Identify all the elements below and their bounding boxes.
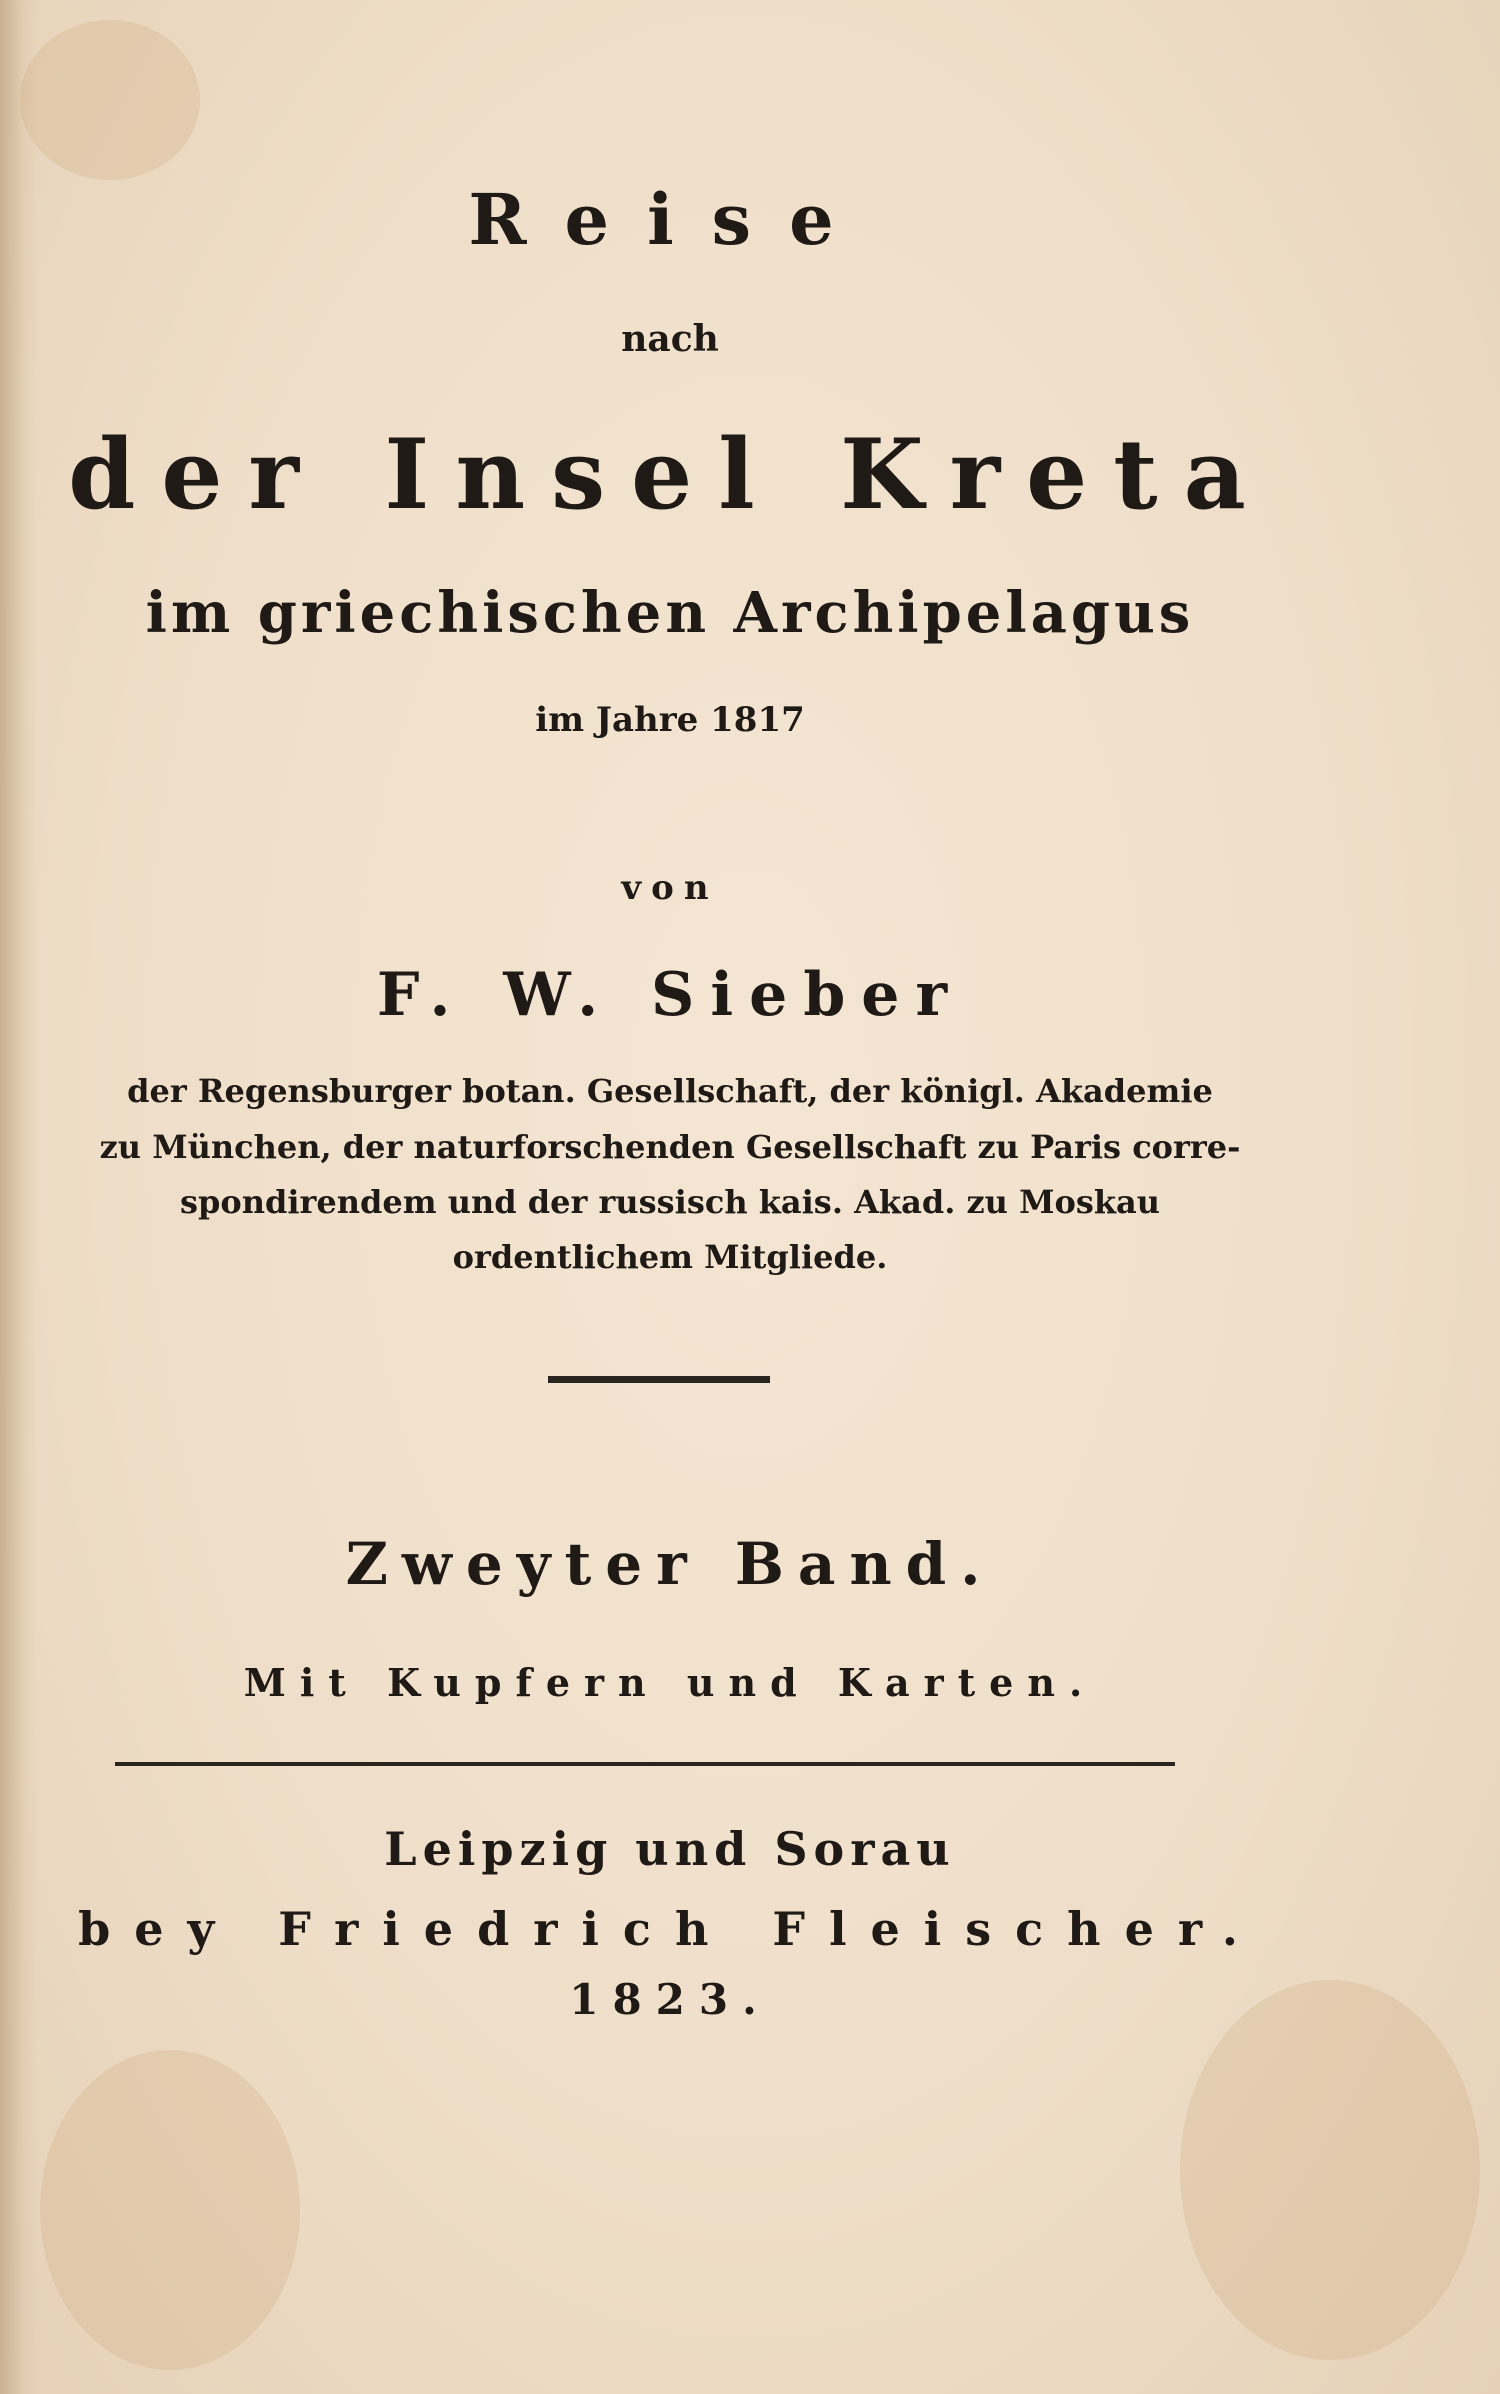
- affiliation-line-1: der Regensburger botan. Gesellschaft, der königl. Akademie: [127, 1072, 1213, 1110]
- title-insel-kreta: der Insel Kreta: [68, 418, 1272, 531]
- author-name: F. W. Sieber: [376, 960, 964, 1030]
- affiliation-line-3: spondirendem und der russisch kais. Akad. zu Moskau: [179, 1183, 1161, 1221]
- affiliation-line-2: zu München, der naturforschenden Gesellschaft zu Paris corre-: [99, 1128, 1241, 1166]
- by-label: von: [621, 868, 719, 908]
- imprint-publisher: bey Friedrich Fleischer.: [78, 1902, 1262, 1956]
- paper-stain: [20, 20, 200, 180]
- title-nach: nach: [621, 318, 719, 360]
- paper-stain: [40, 2050, 300, 2370]
- volume-label: Zweyter Band.: [345, 1530, 995, 1598]
- short-divider-rule: [548, 1376, 770, 1383]
- subtitle-archipelagus: im griechischen Archipelagus: [145, 580, 1195, 646]
- imprint-place: Leipzig und Sorau: [384, 1822, 956, 1876]
- paper-stain: [1180, 1980, 1480, 2360]
- affiliation-line-4: ordentlichem Mitgliede.: [452, 1238, 888, 1276]
- imprint-year: 1823.: [569, 1975, 771, 2024]
- title-reise: Reise: [468, 178, 872, 261]
- subtitle-year: im Jahre 1817: [535, 700, 805, 740]
- illustrations-note: Mit Kupfern und Karten.: [243, 1660, 1097, 1705]
- long-divider-rule: [115, 1762, 1175, 1766]
